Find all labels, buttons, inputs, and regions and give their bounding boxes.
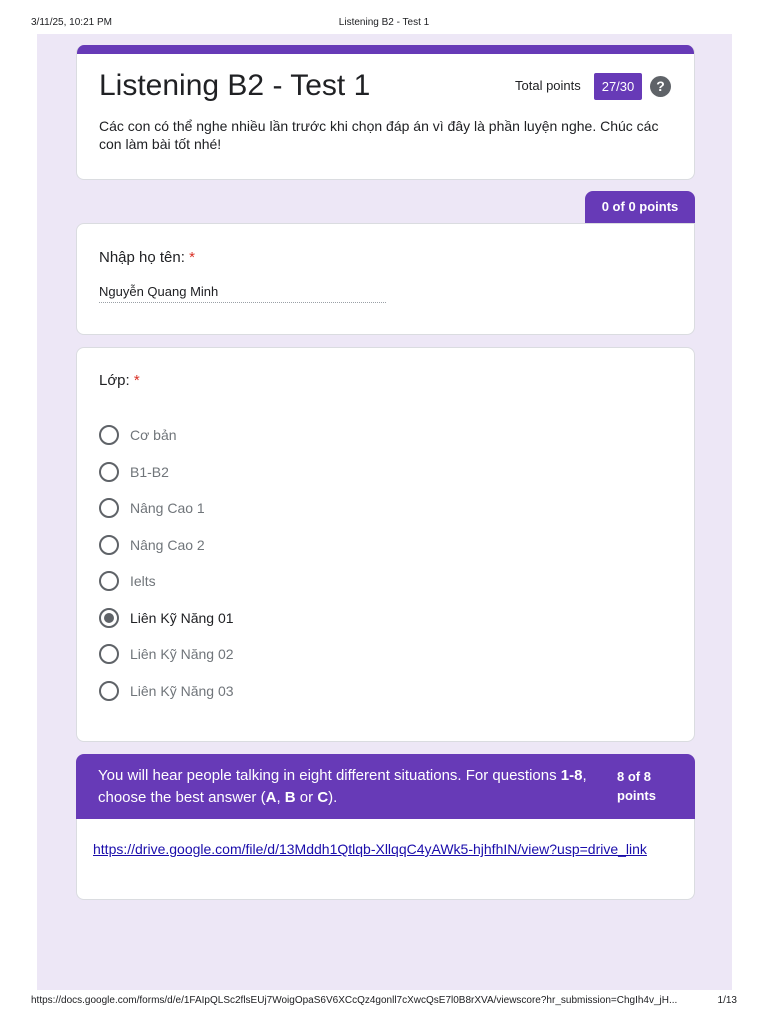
radio-unchecked-icon[interactable]	[99, 644, 119, 664]
class-option[interactable]	[99, 680, 234, 702]
print-footer	[0, 995, 768, 1009]
class-option[interactable]	[99, 497, 205, 519]
class-option-label: Nâng Cao 2	[130, 536, 205, 553]
name-question-label	[99, 249, 195, 266]
print-header	[0, 17, 768, 31]
section-text-part: You will hear people talking in eight different situations. For questions	[98, 767, 561, 784]
form-description: Các con có thể nghe nhiều lần trước khi chọn đáp án vì đây là phần luyện nghe. Chúc các con làm bài tốt nhé!	[99, 118, 659, 152]
form-title-card	[76, 45, 695, 180]
class-option[interactable]	[99, 607, 234, 629]
section-text-part: A	[265, 789, 277, 806]
class-option[interactable]	[99, 643, 234, 665]
radio-unchecked-icon[interactable]	[99, 498, 119, 518]
section-text-part: , choose the best answer (	[98, 767, 587, 806]
class-option-label: B1-B2	[130, 463, 169, 480]
audio-link-card	[76, 819, 695, 900]
required-asterisk: *	[189, 249, 195, 266]
section-text-part: 1-8	[560, 767, 583, 784]
class-option-label: Liên Kỹ Năng 02	[130, 646, 234, 662]
name-question-text: Nhập họ tên:	[99, 249, 185, 266]
print-url: https://docs.google.com/forms/d/e/1FAIpQLSc2flsEUj7WoigOpaS6V6XCcQz4gonll7cXwcQsE7l0B8rXVA/viewscore?hr_submission=ChgIh4v_jH...	[31, 995, 678, 1006]
class-option[interactable]	[99, 570, 156, 592]
class-option-label: Liên Kỹ Năng 03	[130, 682, 234, 699]
required-asterisk: *	[133, 372, 140, 389]
class-question-label	[99, 372, 140, 389]
radio-unchecked-icon[interactable]	[99, 681, 119, 701]
radio-unchecked-icon[interactable]	[99, 535, 119, 555]
radio-unchecked-icon[interactable]	[99, 462, 119, 482]
section-instructions	[98, 765, 613, 809]
section-text-part: ).	[328, 789, 338, 806]
title-accent-bar	[77, 45, 694, 54]
section-points-badge: 0 of 0 points	[585, 191, 695, 224]
help-icon[interactable]: ?	[650, 76, 671, 97]
class-question-card	[76, 347, 695, 742]
class-question-text: Lớp:	[99, 372, 130, 389]
class-option[interactable]	[99, 534, 205, 556]
total-points-label: Total points	[515, 78, 581, 93]
class-option-label: Ielts	[130, 573, 156, 589]
class-option-label: Liên Kỹ Năng 01	[130, 609, 234, 626]
form-title: Listening B2 - Test 1	[99, 69, 371, 102]
section-text-part: or	[295, 789, 318, 806]
print-page-number: 1/13	[717, 995, 737, 1006]
score-badge: 27/30	[594, 73, 642, 100]
class-option[interactable]	[99, 424, 177, 446]
section-header	[76, 754, 695, 820]
section-text-part: ,	[276, 789, 285, 806]
radio-checked-icon[interactable]	[99, 608, 119, 628]
section-text-part: B	[284, 789, 296, 806]
name-question-card	[76, 223, 695, 335]
radio-unchecked-icon[interactable]	[99, 425, 119, 445]
radio-unchecked-icon[interactable]	[99, 571, 119, 591]
section-points: 8 of 8 points	[617, 769, 656, 803]
print-title: Listening B2 - Test 1	[338, 17, 430, 28]
audio-link[interactable]: https://drive.google.com/file/d/13Mddh1Qtlqb-XllqqC4yAWk5-hjhfhIN/view?usp=drive_link	[93, 841, 647, 857]
print-date: 3/11/25, 10:21 PM	[31, 17, 112, 28]
class-option[interactable]	[99, 461, 169, 483]
name-answer: Nguyễn Quang Minh	[99, 284, 386, 303]
class-option-label: Cơ bản	[130, 427, 177, 443]
class-option-label: Nâng Cao 1	[130, 500, 205, 516]
section-text-part: C	[317, 789, 329, 806]
